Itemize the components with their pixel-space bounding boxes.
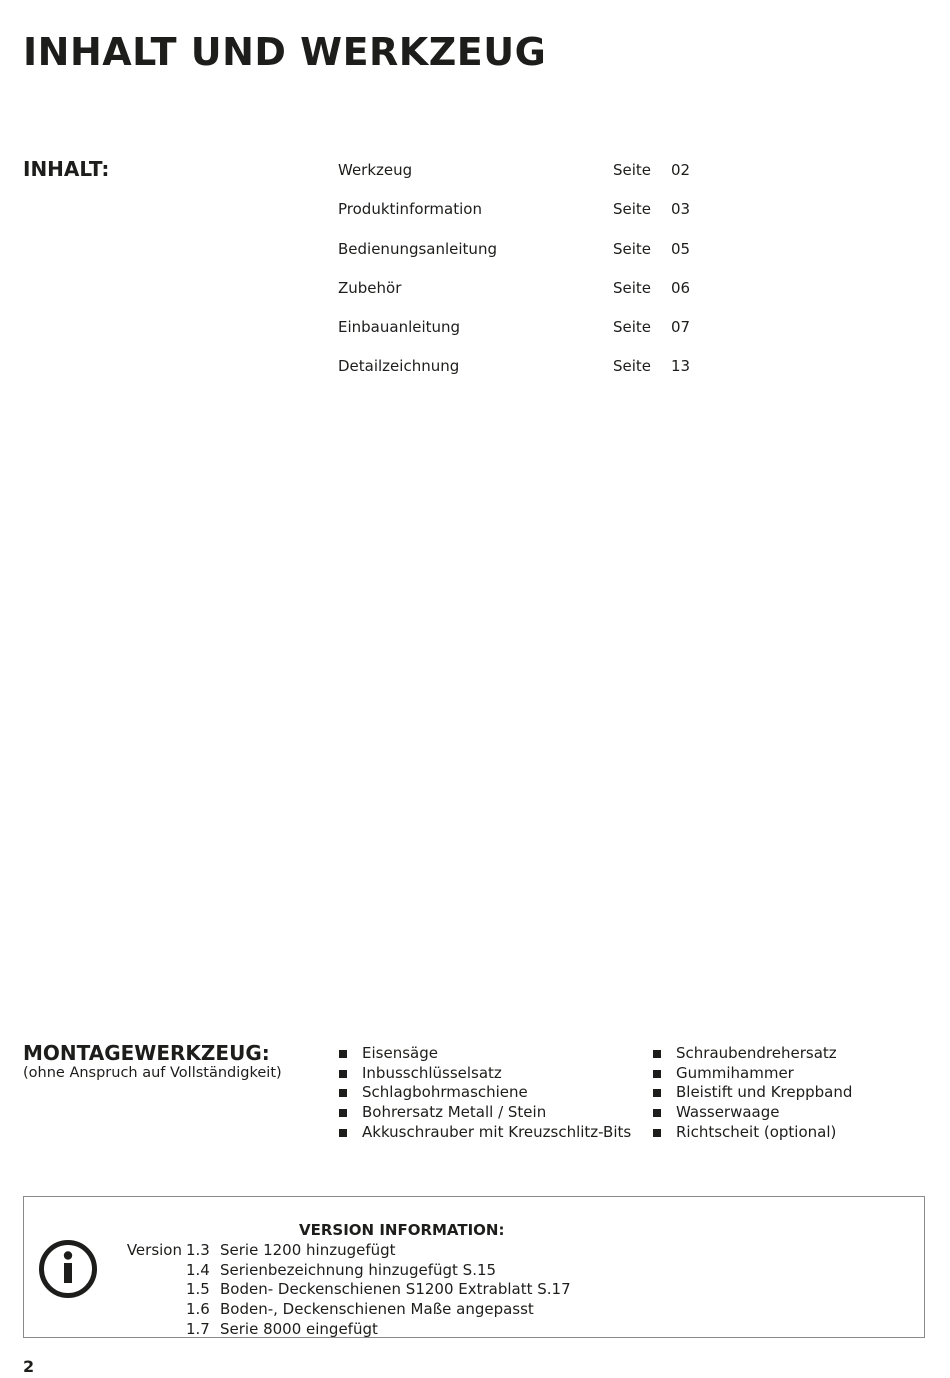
toc-row-werkzeug[interactable] bbox=[338, 160, 718, 199]
bullet-icon bbox=[339, 1070, 347, 1078]
tool-label: Wasserwaage bbox=[676, 1103, 780, 1122]
toc-row-produktinformation[interactable] bbox=[338, 199, 718, 238]
toc-page-number: 02 bbox=[671, 161, 691, 179]
toc-row-bedienungsanleitung[interactable] bbox=[338, 239, 718, 278]
bullet-icon bbox=[339, 1089, 347, 1097]
toc-page-number: 07 bbox=[671, 318, 691, 337]
version-row bbox=[24, 1320, 924, 1340]
toc-heading: INHALT: bbox=[23, 157, 110, 181]
list-item bbox=[652, 1044, 852, 1064]
list-item bbox=[652, 1083, 852, 1103]
list-item bbox=[652, 1123, 852, 1143]
version-row bbox=[24, 1300, 924, 1320]
list-item bbox=[338, 1044, 631, 1064]
tool-label: Gummihammer bbox=[676, 1063, 794, 1082]
toc-page-number: 13 bbox=[671, 357, 691, 376]
toc-page-number: 06 bbox=[671, 278, 691, 297]
version-number: 1.3 bbox=[186, 1241, 210, 1259]
version-number: 1.5 bbox=[186, 1280, 210, 1299]
tool-label: Akkuschrauber mit Kreuzschlitz-Bits bbox=[362, 1122, 632, 1141]
toc-page-number: 05 bbox=[671, 239, 691, 258]
list-item bbox=[338, 1123, 631, 1143]
tool-label: Bohrersatz Metall / Stein bbox=[362, 1103, 547, 1122]
bullet-icon bbox=[339, 1050, 347, 1058]
toc-row-zubehoer[interactable] bbox=[338, 278, 718, 317]
list-item bbox=[338, 1083, 631, 1103]
toc-label: Produktinformation bbox=[338, 200, 482, 219]
bullet-icon bbox=[339, 1109, 347, 1117]
tool-label: Schlagbohrmaschiene bbox=[362, 1083, 528, 1102]
version-text: Serie 1200 hinzugefügt bbox=[220, 1241, 396, 1259]
version-text: Serie 8000 eingefügt bbox=[220, 1319, 378, 1338]
list-item bbox=[652, 1103, 852, 1123]
bullet-icon bbox=[339, 1129, 347, 1137]
page-number: 2 bbox=[23, 1357, 35, 1376]
version-row bbox=[24, 1241, 924, 1261]
list-item bbox=[652, 1064, 852, 1084]
toc-label: Zubehör bbox=[338, 278, 402, 297]
toc-label: Bedienungsanleitung bbox=[338, 239, 497, 258]
tools-heading: MONTAGEWERKZEUG: bbox=[23, 1041, 270, 1065]
list-item bbox=[338, 1103, 631, 1123]
version-text: Serienbezeichnung hinzugefügt S.15 bbox=[220, 1260, 497, 1279]
version-row bbox=[24, 1261, 924, 1281]
bullet-icon bbox=[653, 1050, 661, 1058]
version-number: 1.7 bbox=[186, 1319, 210, 1338]
toc-label: Werkzeug bbox=[338, 161, 413, 179]
toc-label: Detailzeichnung bbox=[338, 357, 460, 376]
tool-label: Bleistift und Kreppband bbox=[676, 1083, 853, 1102]
bullet-icon bbox=[653, 1109, 661, 1117]
page-title: INHALT UND WERKZEUG bbox=[23, 30, 547, 74]
toc-row-einbauanleitung[interactable] bbox=[338, 317, 718, 356]
toc-page-number: 03 bbox=[671, 200, 691, 219]
tool-list-column-2 bbox=[652, 1044, 852, 1142]
version-list bbox=[24, 1241, 924, 1339]
tool-label: Inbusschlüsselsatz bbox=[362, 1063, 502, 1082]
toc-label: Einbauanleitung bbox=[338, 318, 461, 337]
list-item bbox=[338, 1064, 631, 1084]
version-title: VERSION INFORMATION: bbox=[299, 1221, 505, 1239]
bullet-icon bbox=[653, 1070, 661, 1078]
toc-list bbox=[338, 160, 718, 396]
version-row bbox=[24, 1280, 924, 1300]
toc-seite-label: Seite bbox=[613, 161, 652, 179]
tools-subheading: (ohne Anspruch auf Vollständigkeit) bbox=[23, 1065, 282, 1081]
toc-seite-label: Seite bbox=[613, 318, 652, 337]
toc-seite-label: Seite bbox=[613, 239, 652, 258]
toc-seite-label: Seite bbox=[613, 278, 652, 297]
version-text: Boden- Deckenschienen S1200 Extrablatt S.17 bbox=[220, 1280, 571, 1299]
tool-list-column-1 bbox=[338, 1044, 631, 1142]
toc-seite-label: Seite bbox=[613, 200, 652, 219]
bullet-icon bbox=[653, 1089, 661, 1097]
toc-row-detailzeichnung[interactable] bbox=[338, 356, 718, 395]
bullet-icon bbox=[653, 1129, 661, 1137]
version-number: 1.4 bbox=[186, 1260, 210, 1279]
version-text: Boden-, Deckenschienen Maße angepasst bbox=[220, 1300, 534, 1319]
toc-seite-label: Seite bbox=[613, 357, 652, 376]
tool-label: Richtscheit (optional) bbox=[676, 1122, 837, 1141]
version-prefix: Version bbox=[126, 1241, 182, 1259]
version-info-box bbox=[23, 1196, 925, 1338]
tool-label: Schraubendrehersatz bbox=[676, 1044, 837, 1062]
tool-label: Eisensäge bbox=[362, 1044, 438, 1062]
version-number: 1.6 bbox=[186, 1300, 210, 1319]
